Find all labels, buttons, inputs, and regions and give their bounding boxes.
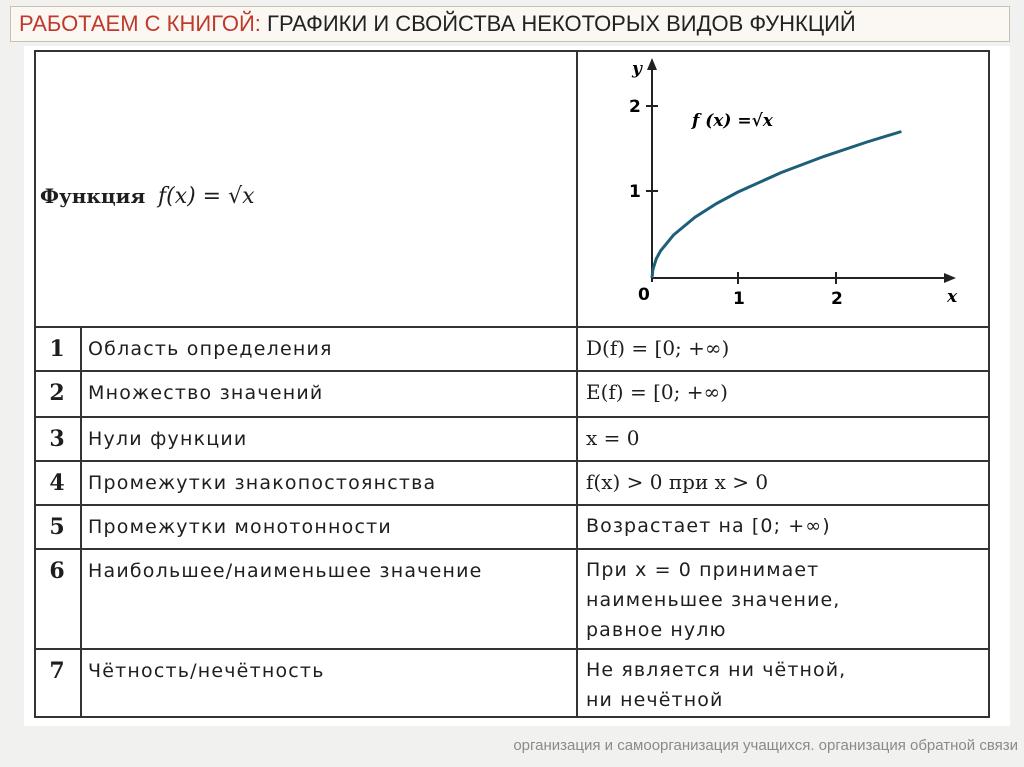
property-value-line: При x = 0 принимает bbox=[586, 559, 820, 581]
property-value-line: Возрастает на [0; +∞) bbox=[586, 515, 831, 537]
row-divider bbox=[34, 416, 990, 418]
property-name: Чётность/нечётность bbox=[88, 660, 325, 682]
property-value-line: D(f) = [0; +∞) bbox=[586, 336, 730, 360]
property-value bbox=[586, 511, 986, 541]
sqrt-graph bbox=[582, 54, 962, 326]
property-value-line: f(x) > 0 при x > 0 bbox=[586, 470, 769, 494]
property-number: 4 bbox=[49, 470, 65, 496]
row-divider bbox=[34, 648, 990, 650]
function-formula: f(x) = √x bbox=[157, 184, 255, 209]
number-column-divider bbox=[80, 326, 82, 718]
property-value bbox=[586, 655, 986, 715]
y-tick-label-1: 1 bbox=[629, 182, 641, 202]
property-value-line: Не является ни чётной, bbox=[586, 659, 847, 681]
property-name: Промежутки знакопостоянства bbox=[88, 472, 437, 494]
table-border-bottom bbox=[34, 716, 990, 718]
property-name: Промежутки монотонности bbox=[88, 516, 392, 538]
footer-caption: организация и самоорганизация учащихся. организация обратной связи bbox=[513, 737, 1018, 754]
table-top-border bbox=[34, 50, 990, 52]
property-number: 5 bbox=[49, 514, 65, 540]
row-divider bbox=[34, 460, 990, 462]
property-name: Наибольшее/наименьшее значение bbox=[88, 560, 483, 582]
x-tick-label-2: 2 bbox=[831, 289, 843, 309]
property-number: 2 bbox=[49, 380, 65, 406]
property-value-line: x = 0 bbox=[586, 426, 640, 450]
property-value bbox=[586, 423, 986, 453]
property-value-line: ни нечётной bbox=[586, 689, 724, 711]
y-axis-arrow bbox=[647, 58, 657, 70]
slide-title bbox=[10, 6, 1010, 42]
graph-formula: f (x) =√x bbox=[692, 111, 773, 131]
function-label bbox=[40, 184, 255, 209]
y-axis-label: y bbox=[632, 59, 642, 79]
x-axis-arrow bbox=[944, 273, 956, 283]
property-value bbox=[586, 467, 986, 497]
y-tick-label-2: 2 bbox=[629, 97, 641, 117]
title-main: ГРАФИКИ И СВОЙСТВА НЕКОТОРЫХ ВИДОВ ФУНКЦИЙ bbox=[267, 11, 856, 36]
row-divider bbox=[34, 370, 990, 372]
property-number: 3 bbox=[49, 426, 65, 452]
column-divider-right bbox=[576, 50, 578, 718]
property-value-line: равное нулю bbox=[586, 619, 727, 641]
property-name: Множество значений bbox=[88, 382, 324, 404]
property-name: Область определения bbox=[88, 338, 333, 360]
property-value-line: E(f) = [0; +∞) bbox=[586, 380, 728, 404]
table-border-right bbox=[988, 50, 990, 718]
property-number: 7 bbox=[49, 658, 65, 684]
title-accent: РАБОТАЕМ С КНИГОЙ: bbox=[19, 11, 261, 36]
property-number: 1 bbox=[49, 336, 65, 362]
row-divider bbox=[34, 326, 990, 328]
property-value bbox=[586, 377, 986, 407]
property-value-line: наименьшее значение, bbox=[586, 589, 841, 611]
sqrt-curve bbox=[652, 132, 901, 279]
property-name: Нули функции bbox=[88, 428, 248, 450]
property-value bbox=[586, 333, 986, 363]
property-number: 6 bbox=[49, 558, 65, 584]
x-axis-label: x bbox=[947, 287, 958, 307]
x-tick-label-0: 0 bbox=[638, 285, 650, 305]
function-word: Функция bbox=[40, 184, 146, 208]
row-divider bbox=[34, 548, 990, 550]
row-divider bbox=[34, 504, 990, 506]
x-tick-label-1: 1 bbox=[733, 289, 745, 309]
properties-table bbox=[34, 50, 990, 718]
property-value bbox=[586, 555, 986, 645]
